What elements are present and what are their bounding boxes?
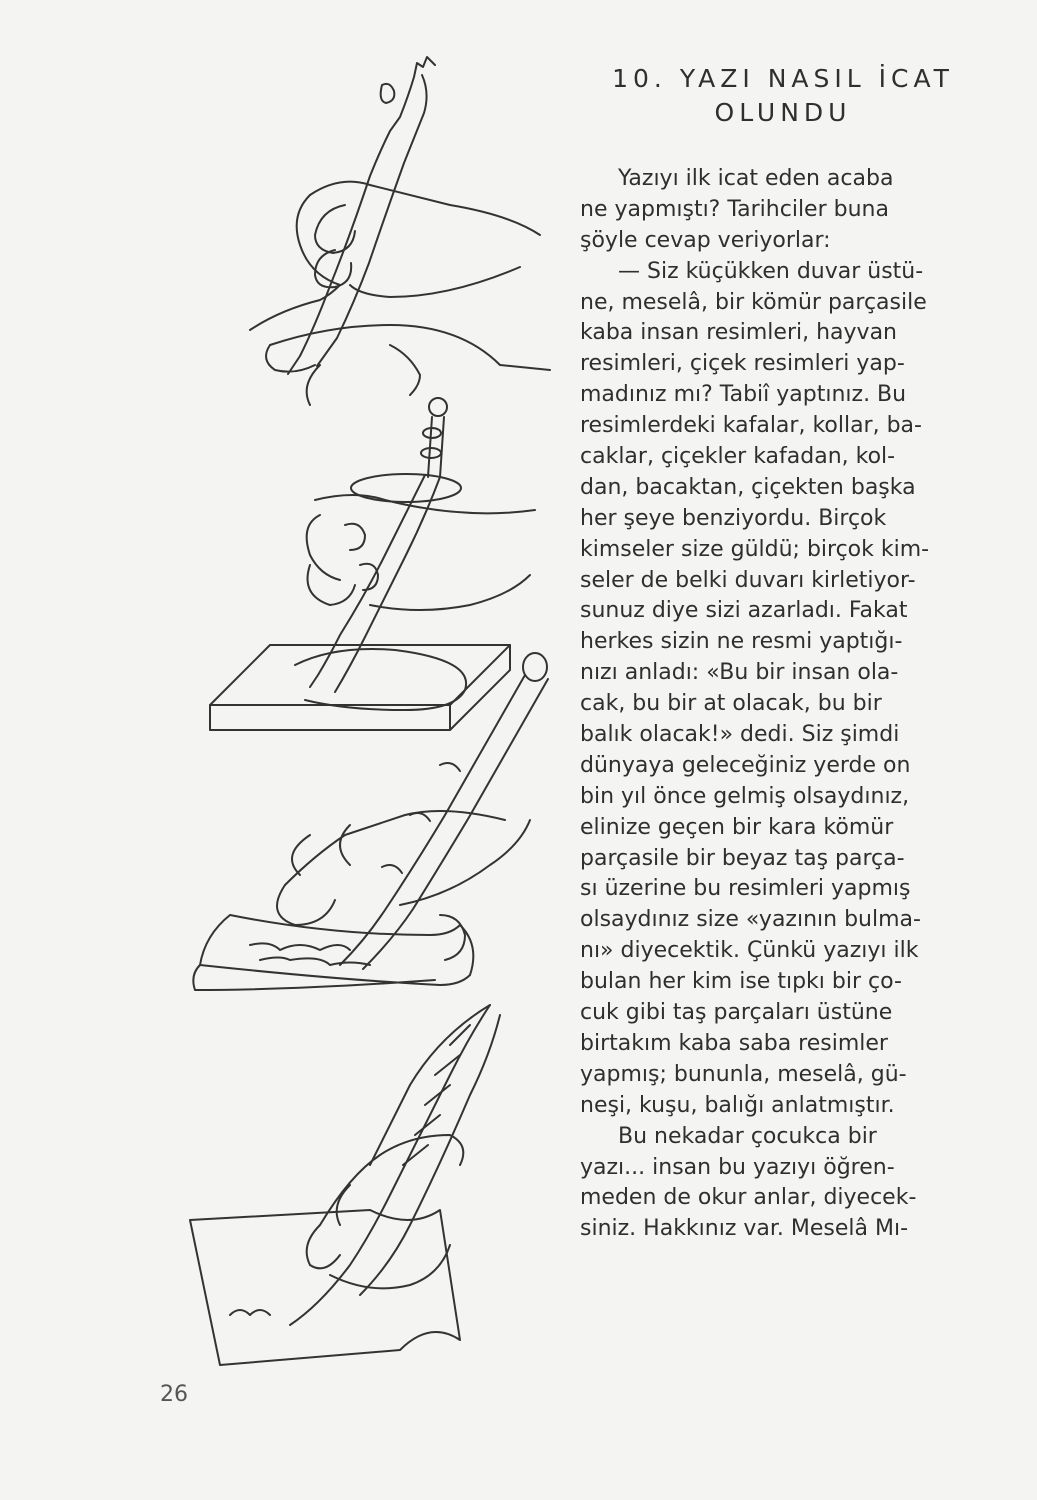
text-line: ne yapmıştı? Tarihciler buna	[580, 196, 889, 222]
hand-reed-pen-scroll	[193, 653, 548, 990]
hand-quill-paper	[190, 1005, 500, 1365]
page-number: 26	[160, 1382, 188, 1407]
text-line: ne, meselâ, bir kömür parçasile	[580, 289, 927, 315]
text-line: dünyaya geleceğiniz yerde on	[580, 752, 911, 778]
text-line: herkes sizin ne resmi yaptığı-	[580, 629, 903, 655]
text-line: sunuz diye sizi azarladı. Fakat	[580, 598, 908, 624]
hand-carving-tablet	[210, 398, 535, 730]
text-line: Bu nekadar çocukca bir	[618, 1123, 877, 1149]
text-line: parçasile bir beyaz taş parça-	[580, 845, 905, 871]
text-line: cuk gibi taş parçaları üstüne	[580, 1000, 893, 1026]
text-line: kimseler size güldü; birçok kim-	[580, 536, 930, 562]
chapter-title-line-2: OLUNDU	[714, 98, 852, 127]
body-text	[580, 164, 980, 1245]
text-line: bulan her kim ise tıpkı bir ço-	[580, 969, 902, 995]
text-line: nı» diyecektik. Çünkü yazıyı ilk	[580, 938, 919, 964]
text-line: her şeye benziyordu. Birçok	[580, 505, 887, 531]
text-line: caklar, çiçekler kafadan, kol-	[580, 444, 896, 470]
hand-with-bone-stylus	[250, 57, 550, 405]
text-line: siniz. Hakkınız var. Meselâ Mı-	[580, 1216, 909, 1242]
writing-tools-illustration	[170, 45, 570, 1375]
text-line: kaba insan resimleri, hayvan	[580, 320, 897, 346]
text-line: cak, bu bir at olacak, bu bir	[580, 691, 882, 717]
text-line: yapmış; bununla, meselâ, gü-	[580, 1061, 907, 1087]
text-line: neşi, kuşu, balığı anlatmıştır.	[580, 1092, 895, 1118]
chapter-title	[578, 62, 988, 130]
text-line: resimlerdeki kafalar, kollar, ba-	[580, 413, 922, 439]
text-line: dan, bacaktan, çiçekten başka	[580, 474, 916, 500]
text-line: meden de okur anlar, diyecek-	[580, 1185, 917, 1211]
writing-tools-drawing	[170, 45, 570, 1375]
text-line: — Siz küçükken duvar üstü-	[618, 258, 924, 284]
text-line: sı üzerine bu resimleri yapmış	[580, 876, 911, 902]
text-line: Yazıyı ilk icat eden acaba	[618, 166, 894, 191]
text-line: nızı anladı: «Bu bir insan ola-	[580, 660, 899, 686]
text-line: olsaydınız size «yazının bulma-	[580, 907, 921, 933]
text-line: balık olacak!» dedi. Siz şimdi	[580, 722, 900, 748]
text-line: bin yıl önce gelmiş olsaydınız,	[580, 783, 910, 809]
text-line: seler de belki duvarı kirletiyor-	[580, 567, 916, 593]
text-line: madınız mı? Tabiî yaptınız. Bu	[580, 382, 907, 408]
text-line: yazı... insan bu yazıyı öğren-	[580, 1154, 895, 1180]
chapter-title-line-1: 10. YAZI NASIL İCAT	[612, 64, 954, 93]
text-line: birtakım kaba saba resimler	[580, 1030, 888, 1056]
text-line: resimleri, çiçek resimleri yap-	[580, 351, 905, 377]
text-line: şöyle cevap veriyorlar:	[580, 227, 831, 253]
text-line: elinize geçen bir kara kömür	[580, 814, 894, 840]
